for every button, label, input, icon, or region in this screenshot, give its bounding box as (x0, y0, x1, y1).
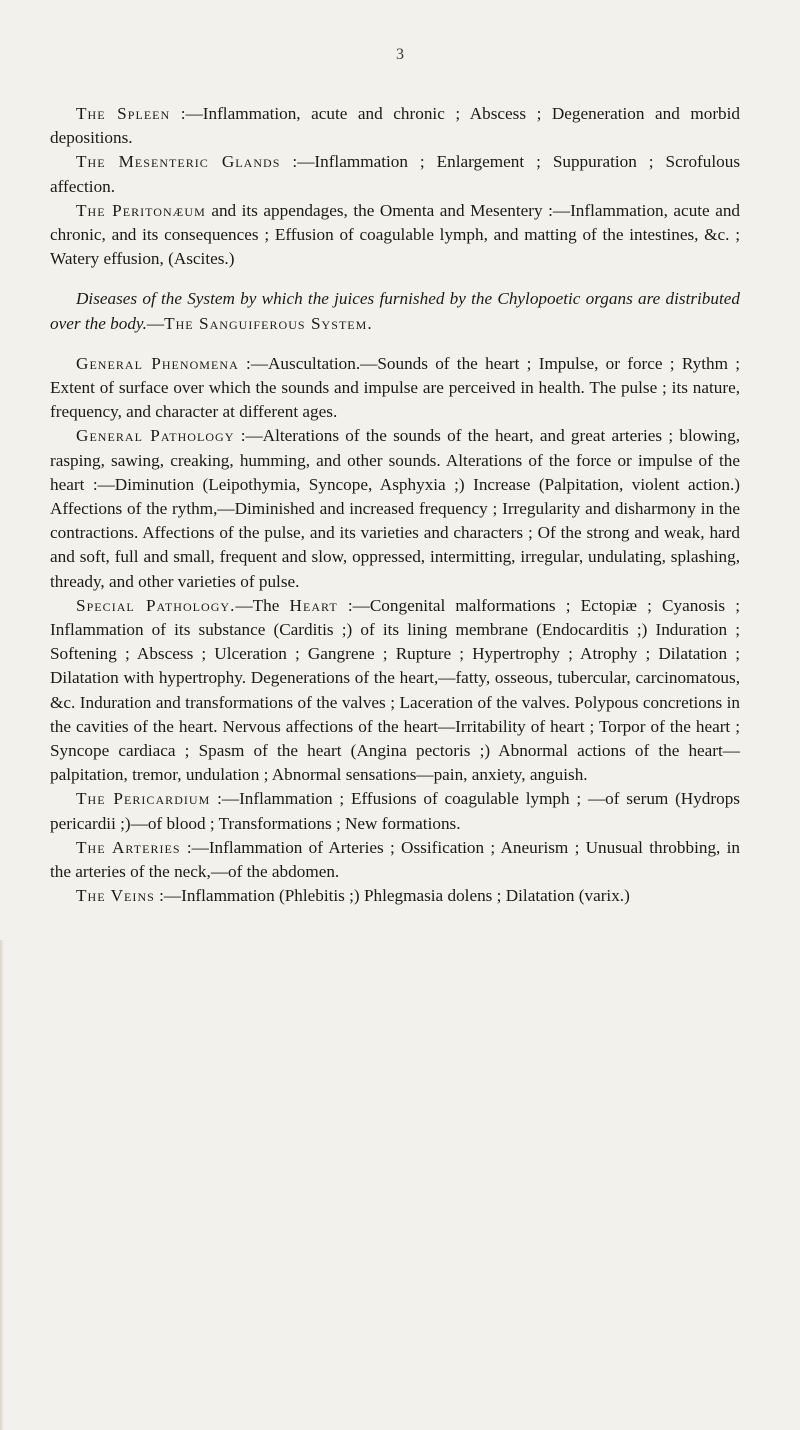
text-veins: :—Inflammation (Phlebitis ;) Phlegmasia dolens ; Dilatation (varix.) (159, 886, 630, 906)
heading-spleen: The Spleen (76, 104, 171, 123)
heading-veins: The Veins (76, 886, 155, 906)
heading-mesenteric-glands: The Mesenteric Glands (76, 152, 281, 172)
section-heading (50, 287, 740, 335)
text-peritonaeum: and its appendages, the Omenta and Mesentery :—Inflammation, acute and chronic, and its consequences ; Effusion of coagulable lymph, and matting of the intestines, &c. ; Watery effusion, (Ascites.) (50, 200, 741, 269)
section-heading-italic: Diseases of the System by which the juices furnished by the Chylopoetic organs are distributed over the body. (50, 289, 740, 333)
page-number: 3 (396, 46, 404, 63)
text-heart: :—Congenital malformations ; Ectopiæ ; Cyanosis ; Inflammation of its substance (Carditis ;) of its lining membrane (Endocarditis ;) Induration ; Softening ; Abscess ; Ulceration ; Gangrene ; Rupture ; Hypertrophy ; Atrophy ; Dilatation ; Dilatation with hypertrophy. Degenerations of the heart,—fatty, osseous, tubercular, carcinomatous, &c. Induration and transformations of the valves ; Laceration of the valves. Polypous concretions in the cavities of the heart. Nervous affections of the heart—Irritability of heart ; Torpor of the heart ; Syncope cardiaca ; Spasm of the heart (Angina pectoris ;) Abnormal actions of the heart—palpitation, tremor, undulation ; Abnormal sensations—pain, anxiety, anguish. (50, 595, 740, 785)
paragraph-spleen (50, 102, 740, 150)
text-arteries: :—Inflammation of Arteries ; Ossification ; Aneurism ; Unusual throbbing, in the arteries of the neck,—of the abdomen. (50, 837, 740, 882)
text-general-pathology: :—Alterations of the sounds of the heart, and great arteries ; blowing, rasping, sawing, creaking, humming, and other sounds. Alterations of the force or impulse of the heart :—Diminution (Leipothymia, Syncope, Asphyxia ;) Increase (Palpitation, violent action.) Affections of the rythm,—Diminished and increased frequency ; Irregularity and disharmony in the contractions. Affections of the pulse, and its varieties and characters ; Of the strong and weak, hard and soft, full and small, frequent and slow, oppressed, intermitting, irregular, undulating, splashing, thready, and other varieties of pulse. (50, 426, 741, 591)
heading-general-pathology: General Pathology (76, 426, 235, 446)
text-special-pathology-intro: —The (235, 595, 290, 615)
heading-peritonaeum: The Peritonæum (76, 200, 206, 220)
text-spleen: :—Inflammation, acute and chronic ; Abscess ; Degeneration and morbid depositions. (50, 104, 741, 148)
heading-general-phenomena: General Phenomena (76, 353, 239, 373)
paragraph-veins (50, 884, 740, 908)
text-mesenteric-glands: :—Inflammation ; Enlargement ; Suppuration ; Scrofulous affection. (50, 152, 741, 196)
text-pericardium: :—Inflammation ; Effusions of coagulable lymph ; —of serum (Hydrops pericardii ;)—of blood ; Transformations ; New formations. (50, 789, 740, 833)
paragraph-pericardium (50, 787, 740, 835)
page-binding-edge (0, 940, 4, 1430)
paragraph-mesenteric-glands (50, 150, 740, 198)
heading-pericardium: The Pericardium (76, 789, 211, 809)
section-heading-dash: — (146, 313, 165, 333)
section-heading-smallcaps: The Sanguiferous System. (164, 313, 373, 333)
heading-special-pathology: Special Pathology. (76, 595, 236, 615)
paragraph-general-phenomena (50, 352, 740, 425)
paragraph-peritonaeum (50, 199, 740, 272)
heading-arteries: The Arteries (76, 837, 181, 857)
text-general-phenomena: :—Auscultation.—Sounds of the heart ; Impulse, or force ; Rythm ; Extent of surface over which the sounds and impulse are perceived in health. The pulse ; its nature, frequency, and character at different ages. (50, 353, 740, 422)
document-body (50, 102, 740, 909)
paragraph-special-pathology (50, 594, 740, 788)
paragraph-general-pathology (50, 424, 740, 593)
heading-heart: Heart (289, 595, 338, 615)
paragraph-arteries (50, 836, 740, 884)
